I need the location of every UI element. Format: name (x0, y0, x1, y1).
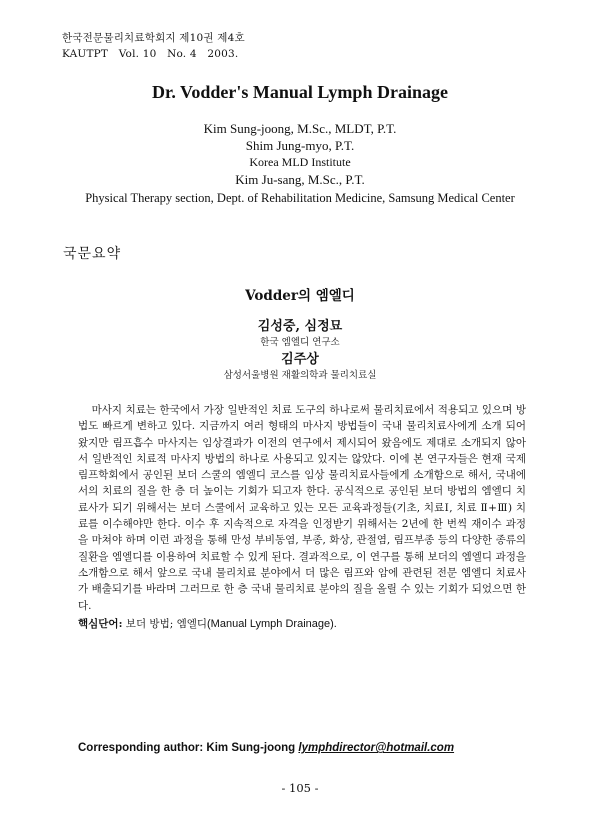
keywords-label: 핵심단어: (78, 618, 123, 630)
institute-2: Physical Therapy section, Dept. of Rehabilitation Medicine, Samsung Medical Center (85, 191, 515, 205)
author-2: Shim Jung-myo, P.T. (245, 138, 355, 153)
keywords-english: (Manual Lymph Drainage). (207, 618, 337, 630)
author-1: Kim Sung-joong, M.Sc., MLDT, P.T. (203, 121, 397, 136)
corresponding-name: Kim Sung-joong (206, 742, 296, 754)
corresponding-label: Corresponding author: (78, 742, 204, 754)
institute-1: Korea MLD Institute (249, 155, 351, 169)
keywords (78, 616, 337, 631)
author-3: Kim Ju-sang, M.Sc., P.T. (235, 172, 365, 187)
korean-author-name-2: 김주상 (281, 352, 319, 367)
journal-header (62, 30, 245, 62)
journal-name-english: KAUTPT Vol. 10 No. 4 2003. (62, 48, 239, 60)
authors-english (0, 120, 600, 208)
authors-korean (0, 318, 600, 383)
section-label-korean-abstract: 국문요약 (63, 246, 122, 262)
page-number: - 105 - (281, 781, 319, 795)
korean-institute-2: 삼성서울병원 재활의학과 물리치료실 (223, 370, 377, 381)
abstract-body (78, 402, 526, 614)
korean-title: Vodder의 엠엘디 (245, 288, 355, 304)
korean-author-names-1: 김성중, 심정묘 (257, 319, 343, 334)
abstract-paragraph: 마사지 치료는 한국에서 가장 일반적인 치료 도구의 하나로써 물리치료에서 적용되고 있으며 방법도 빠르게 변하고 있다. 지금까지 여러 형태의 마사지 방법들이 국내 물리치료사에게 소개 되어왔지만 림프흡수 마사지는 임상결과가 이전의 연구에서 제시되어 왔음에도 제대로 소개되지 않아서 일반적인 치료적 마사지 방법의 하나로 사용되고 있지는 않았다. 이에 본 연구자들은 현재 국제 림프학회에서 공인된 보더 스쿨의 엠엘디 코스를 임상 물리치료사들에게 소개함으로 해서, 국내에서의 치료의 질을 한 층 더 높이는 기회가 되고자 한다. 공식적으로 공인된 보더 방법의 엠엘디 치료사가 되기 위해서는 보더 스쿨에서 교육하고 있는 모든 교육과정들(기초, 치료Ⅰ, 치료 Ⅱ+Ⅲ) 치료를 이수해야만 한다. 이수 후 지속적으로 자격을 인정받기 위해서는 2년에 한 번씩 재이수 과정을 마쳐야 하며 이런 과정을 통해 만성 부비동염, 부종, 화상, 관절염, 림프부종 등의 다양한 종류의 질환을 엠엘디를 이용하여 치료할 수 있게 된다. 결과적으로, 이 연구를 통해 보더의 엠엘디 과정을 소개함으로 해서 앞으로 국내 물리치료 분야에서 더 많은 림프와 암에 관련된 전문 엠엘디 치료사가 배출되기를 바라며 그러므로 한 층 국내 물리치료 분야의 질을 올릴 수 있는 기회가 되었으면 한다. (78, 404, 526, 612)
corresponding-email-link[interactable]: lymphdirector@hotmail.com (298, 742, 455, 754)
corresponding-author (78, 742, 454, 754)
journal-name-korean: 한국전문물리치료학회지 제10권 제4호 (62, 32, 245, 44)
korean-institute-1: 한국 엠엘디 연구소 (260, 337, 340, 348)
keywords-korean: 보더 방법; 엠엘디 (125, 618, 208, 630)
paper-title: Dr. Vodder's Manual Lymph Drainage (152, 82, 448, 102)
